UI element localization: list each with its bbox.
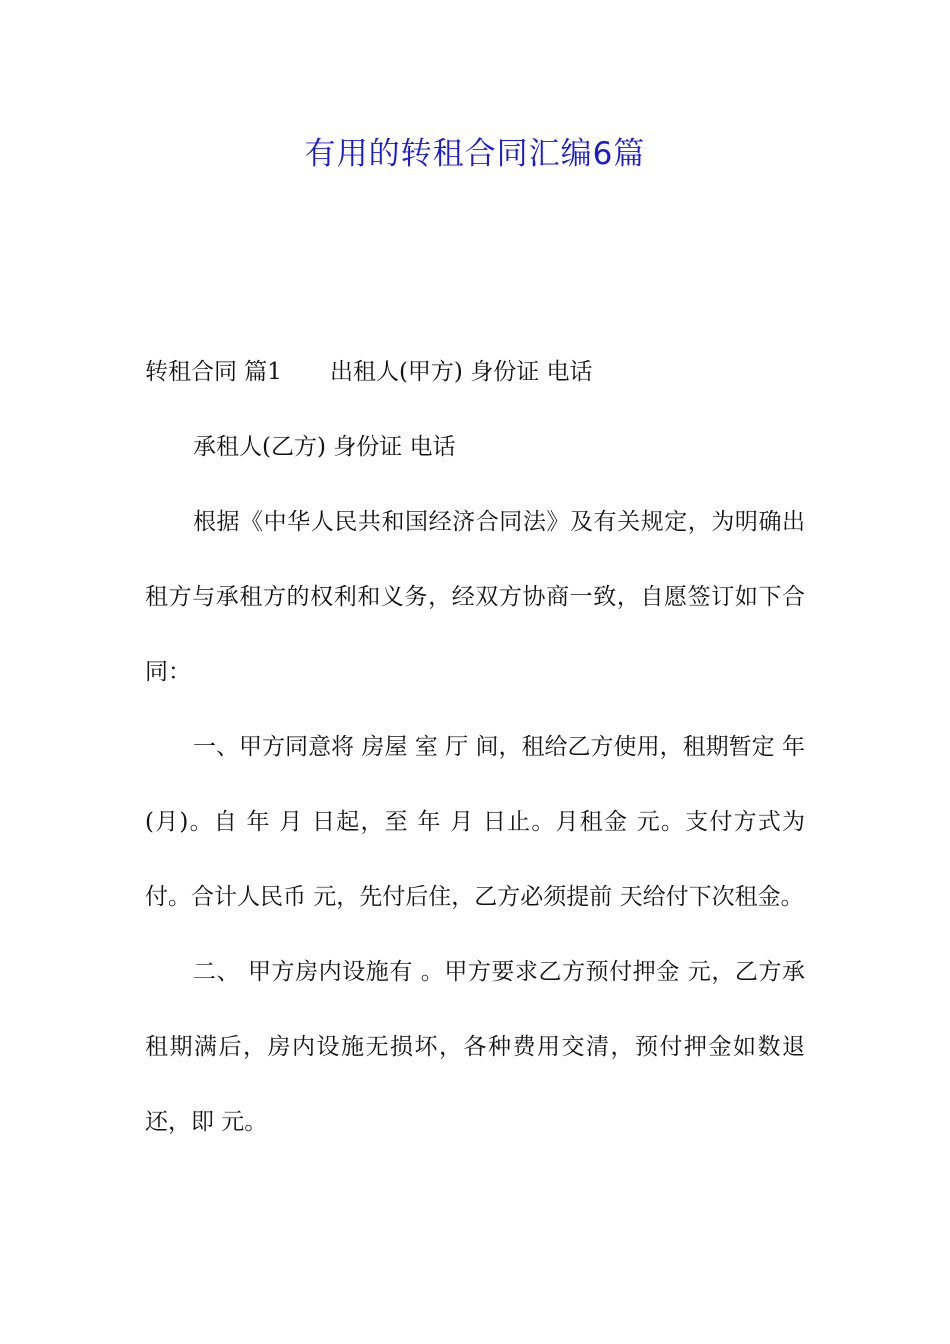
lessor-line: 出租人(甲方) 身份证 电话 [329,359,593,385]
document-body [145,335,805,1160]
paragraph-clause-2: 二、 甲方房内设施有 。甲方要求乙方预付押金 元，乙方承租期满后，房内设施无损坏，各种费用交清，预付押金如数退还，即 元。 [145,959,805,1135]
first-line [145,335,805,410]
document-title: 有用的转租合同汇编6篇 [304,136,646,172]
section-label: 转租合同 篇1 [145,359,282,385]
paragraph-lessee: 承租人(乙方) 身份证 电话 [193,434,456,460]
paragraph-preamble: 根据《中华人民共和国经济合同法》及有关规定，为明确出租方与承租方的权利和义务，经双方协商一致，自愿签订如下合同： [145,509,805,685]
paragraph-clause-1: 一、甲方同意将 房屋 室 厅 间，租给乙方使用，租期暂定 年(月)。自 年 月 日起，至 年 月 日止。月租金 元。支付方式为 付。合计人民币 元，先付后住，乙方必须提前 天给付下次租金。 [145,734,805,910]
